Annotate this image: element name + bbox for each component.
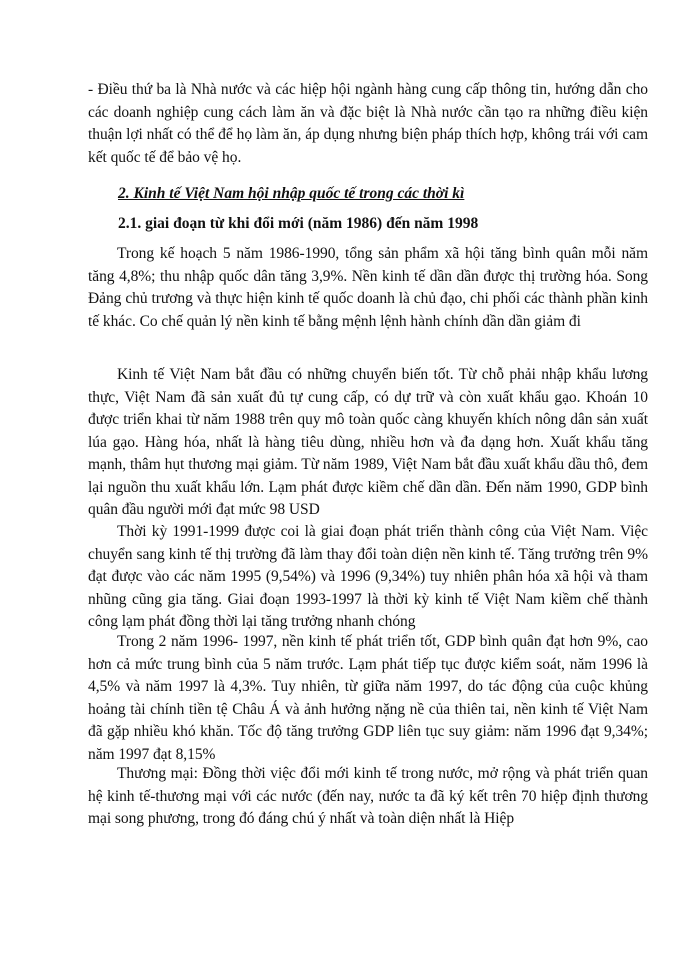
paragraph-3: Thời kỳ 1991-1999 được coi là giai đoạn phát triển thành công của Việt Nam. Việc chuyển sang kinh tế thị trường đã làm thay đổi toàn diện nền kinh tế. Tăng trưởng trên 9% đạt được vào các năm 1995 (9,54%) và 1996 (9,34%) tuy nhiên phân hóa xã hội và tham nhũng cũng gia tăng. Giai đoạn 1993-1997 là thời kỳ kinh tế Việt Nam kiềm chế thành công lạm phát đồng thời lại tăng trưởng nhanh chóng bbox=[88, 523, 648, 630]
paragraph-4: Trong 2 năm 1996- 1997, nền kinh tế phát triển tốt, GDP bình quân đạt hơn 9%, cao hơn cả mức trung bình của 5 năm trước. Lạm phát tiếp tục được kiểm soát, năm 1996 là 4,5% và năm 1997 là 4,3%. Tuy nhiên, từ giữa năm 1997, do tác động của cuộc khủng hoảng tài chính tiền tệ Châu Á và ảnh hưởng nặng nề của thiên tai, nền kinh tế Việt Nam đã gặp nhiều khó khăn. Tốc độ tăng trưởng GDP liên tục suy giảm: năm 1996 đạt 9,34%; năm 1997 đạt 8,15% bbox=[88, 633, 648, 763]
section-heading: 2. Kinh tế Việt Nam hội nhập quốc tế trong các thời kì bbox=[118, 185, 465, 202]
subsection-heading: 2.1. giai đoạn từ khi đổi mới (năm 1986) đến năm 1998 bbox=[118, 215, 479, 232]
paragraph-5: Thương mại: Đồng thời việc đổi mới kinh tế trong nước, mở rộng và phát triển quan hệ kinh tế-thương mại với các nước (đến nay, nước ta đã ký kết trên 70 hiệp định thương mại song phương, trong đó đáng chú ý nhất và toàn diện nhất là Hiệp bbox=[88, 765, 648, 827]
paragraph-2: Kinh tế Việt Nam bắt đầu có những chuyển biến tốt. Từ chỗ phải nhập khẩu lương thực, Việt Nam đã sản xuất đủ tự cung cấp, có dự trữ và còn xuất khẩu gạo. Khoán 10 được triển khai từ năm 1988 trên quy mô toàn quốc càng khuyến khích nông dân sản xuất lúa gạo. Hàng hóa, nhất là hàng tiêu dùng, nhiều hơn và đa dạng hơn. Xuất khẩu tăng mạnh, thâm hụt thương mại giảm. Từ năm 1989, Việt Nam bắt đầu xuất khẩu dầu thô, đem lại nguồn thu xuất khẩu lớn. Lạm phát được kiềm chế dần dần. Đến năm 1990, GDP bình quân đầu người mới đạt mức 98 USD bbox=[88, 366, 648, 518]
paragraph-1: Trong kế hoạch 5 năm 1986-1990, tổng sản phẩm xã hội tăng bình quân mỗi năm tăng 4,8%; thu nhập quốc dân tăng 3,9%. Nền kinh tế dần dần được thị trường hóa. Song Đảng chủ trương và thực hiện kinh tế quốc doanh là chủ đạo, chi phối các thành phần kinh tế khác. Co chế quản lý nền kinh tế bằng mệnh lệnh hành chính dần dần giảm đi bbox=[88, 245, 648, 330]
intro-paragraph: - Điều thứ ba là Nhà nước và các hiệp hội ngành hàng cung cấp thông tin, hướng dẫn cho các doanh nghiệp cung cách làm ăn và đặc biệt là Nhà nước cần tạo ra những điều kiện thuận lợi nhất có thể để họ làm ăn, áp dụng nhưng biện pháp thích hợp, không trái với cam kết quốc tế để bảo vệ họ. bbox=[88, 81, 648, 166]
